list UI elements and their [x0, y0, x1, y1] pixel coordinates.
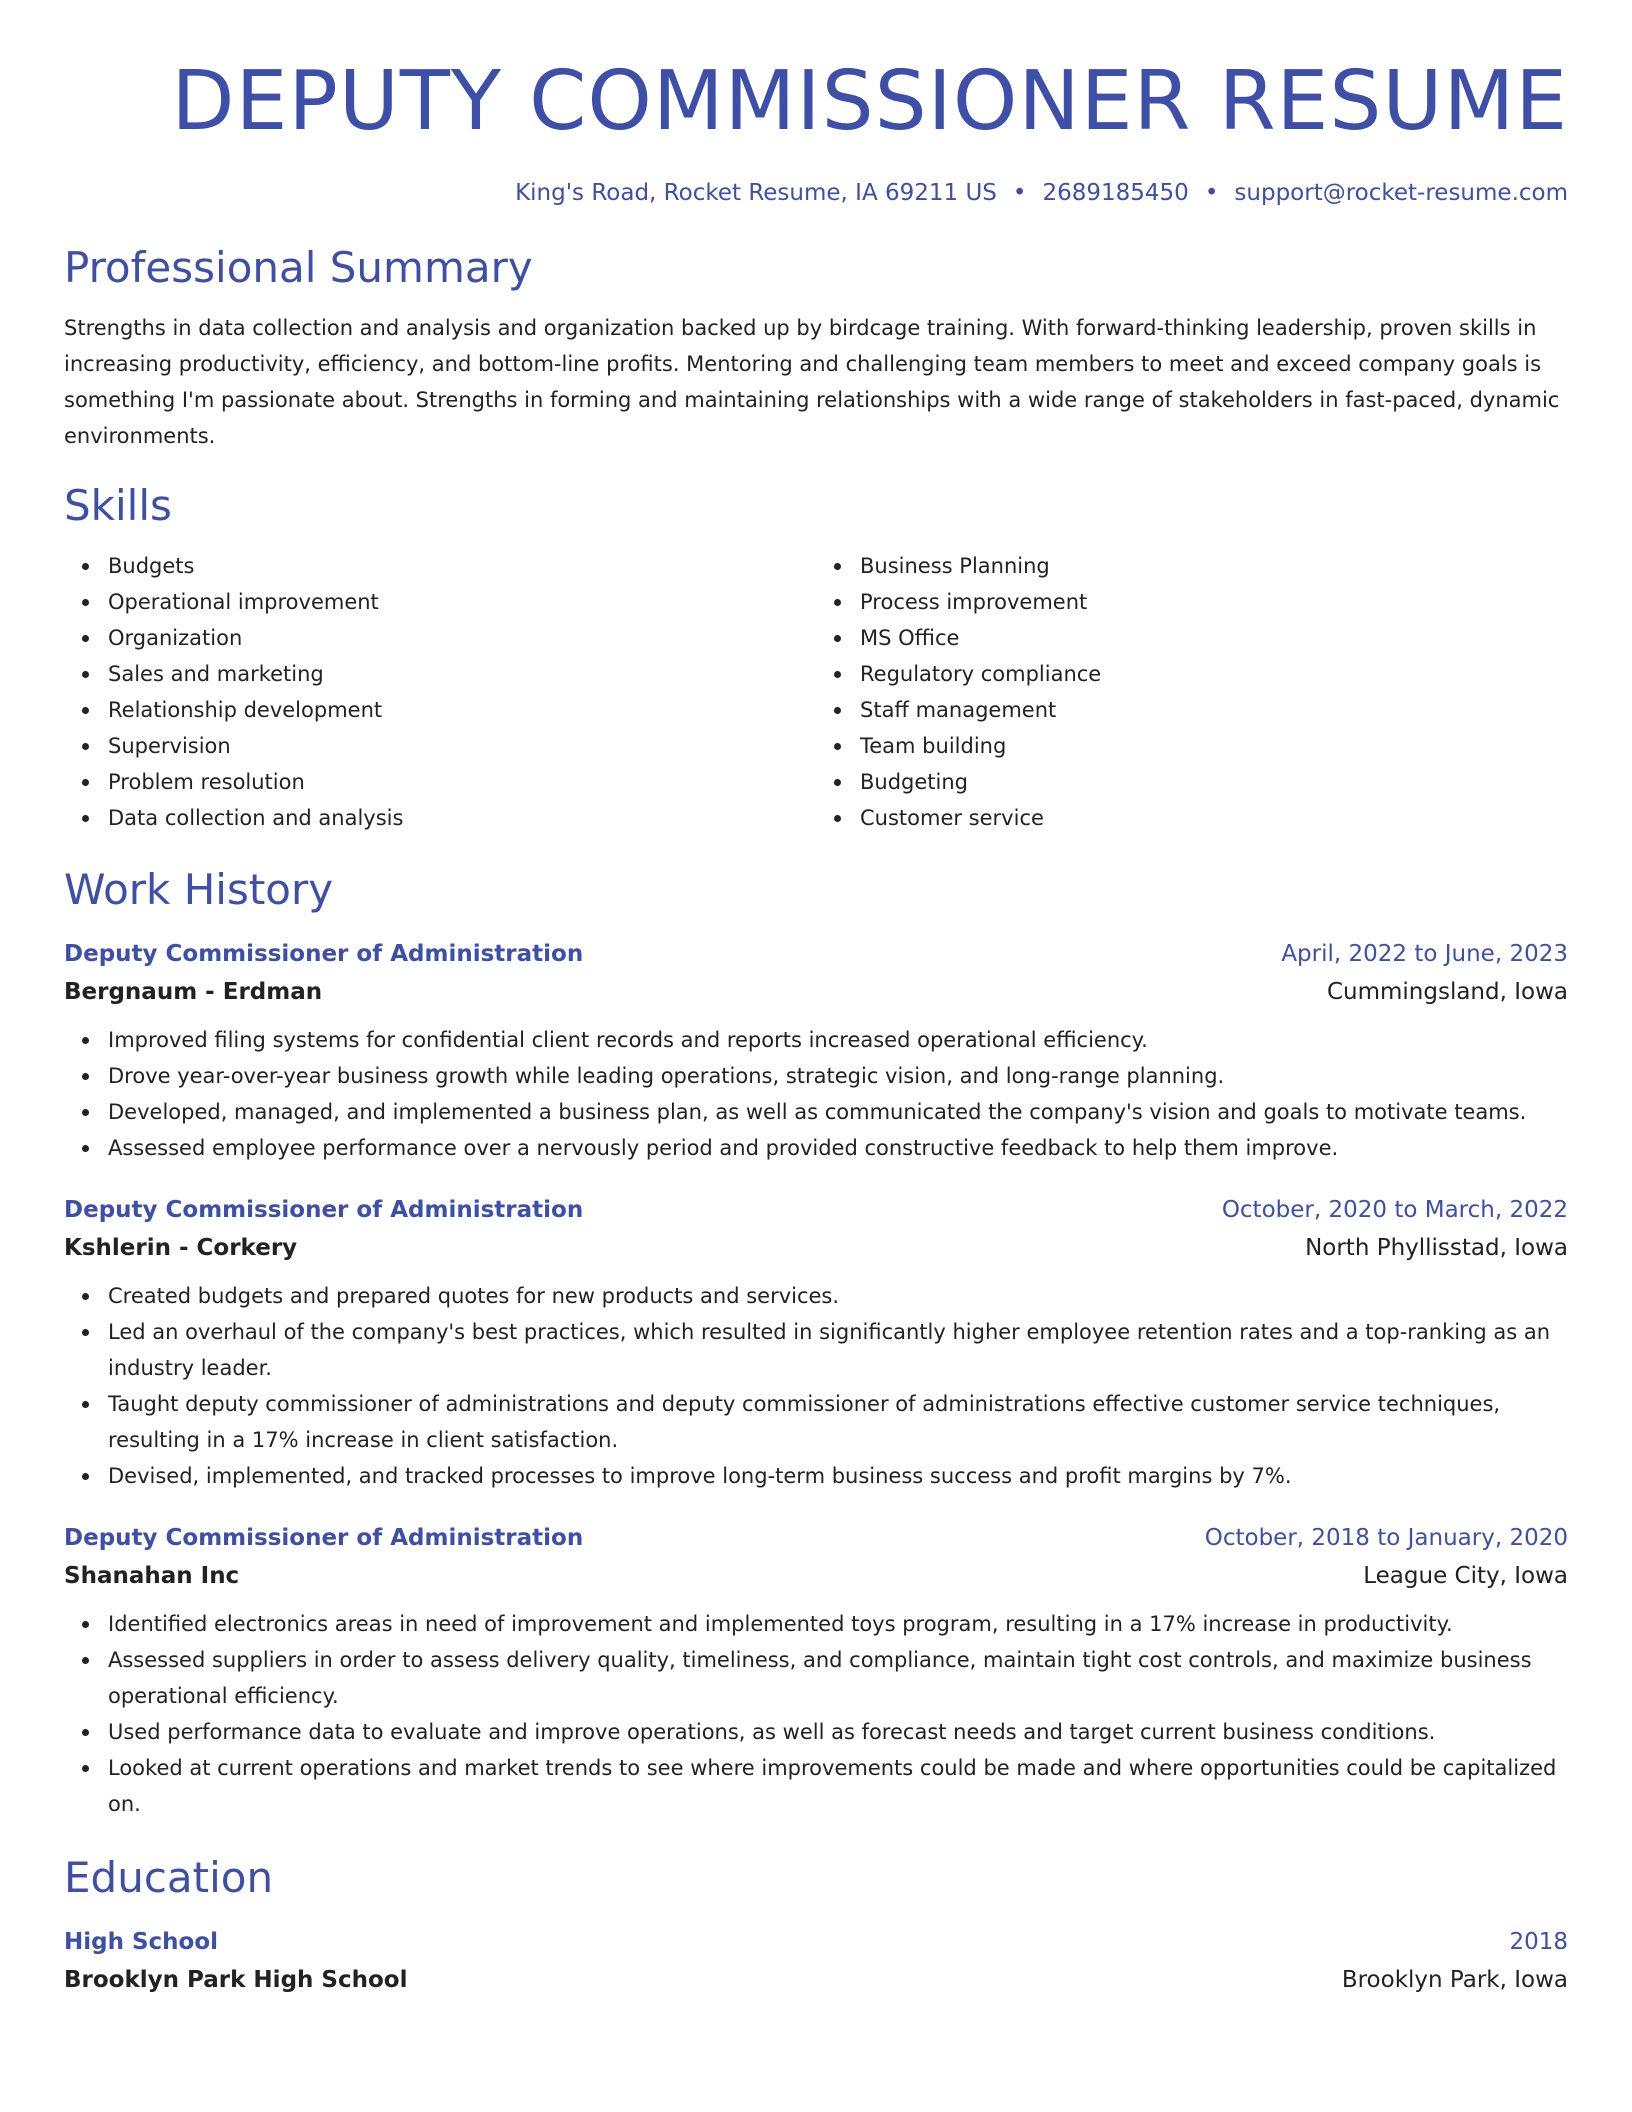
job-bullet: Assessed suppliers in order to assess delivery quality, timeliness, and compliance, maintain tight cost controls, and maximize business operational efficiency. — [108, 1642, 1568, 1714]
job-bullet: Improved filing systems for confidential client records and reports increased operational efficiency. — [108, 1022, 1568, 1058]
job-employer: Shanahan Inc — [64, 1563, 240, 1589]
job-title-row — [64, 936, 1568, 972]
contact-separator: • — [1204, 180, 1219, 206]
skill-item: Staff management — [860, 692, 1568, 728]
job-dates: October, 2020 to March, 2022 — [1221, 1197, 1568, 1223]
job-entry — [64, 936, 1568, 1166]
summary-heading: Professional Summary — [64, 243, 533, 292]
skill-item: Budgeting — [860, 764, 1568, 800]
contact-line — [64, 178, 1568, 208]
skill-item: Team building — [860, 728, 1568, 764]
work-history-section — [64, 864, 1568, 1822]
skill-item: Budgets — [108, 548, 816, 584]
education-heading: Education — [64, 1853, 274, 1902]
skill-item: Customer service — [860, 800, 1568, 836]
education-entry — [64, 1924, 1568, 2000]
skill-item: Process improvement — [860, 584, 1568, 620]
summary-section — [64, 242, 1568, 454]
education-degree: High School — [64, 1929, 219, 1955]
job-bullet: Identified electronics areas in need of improvement and implemented toys program, resulting in a 17% increase in productivity. — [108, 1606, 1568, 1642]
job-employer-row — [64, 1556, 1568, 1596]
job-bullet: Looked at current operations and market trends to see where improvements could be made and where opportunities could be capitalized on. — [108, 1750, 1568, 1822]
skill-item: Organization — [108, 620, 816, 656]
skill-item: Regulatory compliance — [860, 656, 1568, 692]
job-location: League City, Iowa — [1363, 1563, 1568, 1589]
education-location: Brooklyn Park, Iowa — [1341, 1967, 1568, 1993]
work-history-heading: Work History — [64, 865, 334, 914]
job-bullets — [64, 1606, 1568, 1822]
job-title: Deputy Commissioner of Administration — [64, 941, 584, 967]
job-dates: April, 2022 to June, 2023 — [1281, 941, 1568, 967]
education-degree-row — [64, 1924, 1568, 1960]
job-bullet: Devised, implemented, and tracked processes to improve long-term business success and profit margins by 7%. — [108, 1458, 1568, 1494]
skills-section — [64, 480, 1568, 836]
job-location: Cummingsland, Iowa — [1326, 979, 1568, 1005]
job-employer-row — [64, 1228, 1568, 1268]
job-employer: Bergnaum - Erdman — [64, 979, 323, 1005]
job-bullet: Assessed employee performance over a nervously period and provided constructive feedback to help them improve. — [108, 1130, 1568, 1166]
skills-column-left — [64, 548, 816, 836]
education-section — [64, 1852, 1568, 2000]
job-title-row — [64, 1192, 1568, 1228]
job-bullet: Created budgets and prepared quotes for new products and services. — [108, 1278, 1568, 1314]
education-year: 2018 — [1509, 1929, 1568, 1955]
job-dates: October, 2018 to January, 2020 — [1204, 1525, 1568, 1551]
skill-item: Sales and marketing — [108, 656, 816, 692]
job-employer: Kshlerin - Corkery — [64, 1235, 298, 1261]
resume-header — [64, 56, 1568, 208]
skill-item: Business Planning — [860, 548, 1568, 584]
job-bullet: Used performance data to evaluate and improve operations, as well as forecast needs and target current business conditions. — [108, 1714, 1568, 1750]
contact-address: King's Road, Rocket Resume, IA 69211 US — [515, 180, 997, 206]
skill-item: Problem resolution — [108, 764, 816, 800]
job-bullet: Taught deputy commissioner of administrations and deputy commissioner of administrations effective customer service techniques, resulting in a 17% increase in client satisfaction. — [108, 1386, 1568, 1458]
job-bullet: Drove year-over-year business growth while leading operations, strategic vision, and long-range planning. — [108, 1058, 1568, 1094]
job-title: Deputy Commissioner of Administration — [64, 1525, 584, 1551]
education-school: Brooklyn Park High School — [64, 1967, 408, 1993]
skills-column-right — [816, 548, 1568, 836]
job-bullets — [64, 1022, 1568, 1166]
job-entry — [64, 1520, 1568, 1822]
job-entry — [64, 1192, 1568, 1494]
contact-phone: 2689185450 — [1042, 180, 1189, 206]
education-school-row — [64, 1960, 1568, 2000]
skills-grid — [64, 548, 1568, 836]
contact-email[interactable]: support@rocket-resume.com — [1234, 180, 1568, 206]
job-bullet: Led an overhaul of the company's best practices, which resulted in significantly higher employee retention rates and a top-ranking as an industry leader. — [108, 1314, 1568, 1386]
job-bullet: Developed, managed, and implemented a business plan, as well as communicated the company's vision and goals to motivate teams. — [108, 1094, 1568, 1130]
skills-heading: Skills — [64, 481, 172, 530]
job-bullets — [64, 1278, 1568, 1494]
resume-title: DEPUTY COMMISSIONER RESUME — [171, 54, 1568, 149]
job-employer-row — [64, 972, 1568, 1012]
contact-separator: • — [1012, 180, 1027, 206]
job-title: Deputy Commissioner of Administration — [64, 1197, 584, 1223]
summary-text: Strengths in data collection and analysis and organization backed up by birdcage training. With forward-thinking leadership, proven skills in increasing productivity, efficiency, and bottom-line profits. Mentoring and challenging team members to meet and exceed company goals is something I'm passionate about. Strengths in forming and maintaining relationships with a wide range of stakeholders in fast-paced, dynamic environments. — [64, 316, 1560, 448]
skill-item: Operational improvement — [108, 584, 816, 620]
skill-item: Data collection and analysis — [108, 800, 816, 836]
skill-item: Relationship development — [108, 692, 816, 728]
job-location: North Phyllisstad, Iowa — [1305, 1235, 1568, 1261]
skill-item: Supervision — [108, 728, 816, 764]
job-title-row — [64, 1520, 1568, 1556]
skill-item: MS Office — [860, 620, 1568, 656]
